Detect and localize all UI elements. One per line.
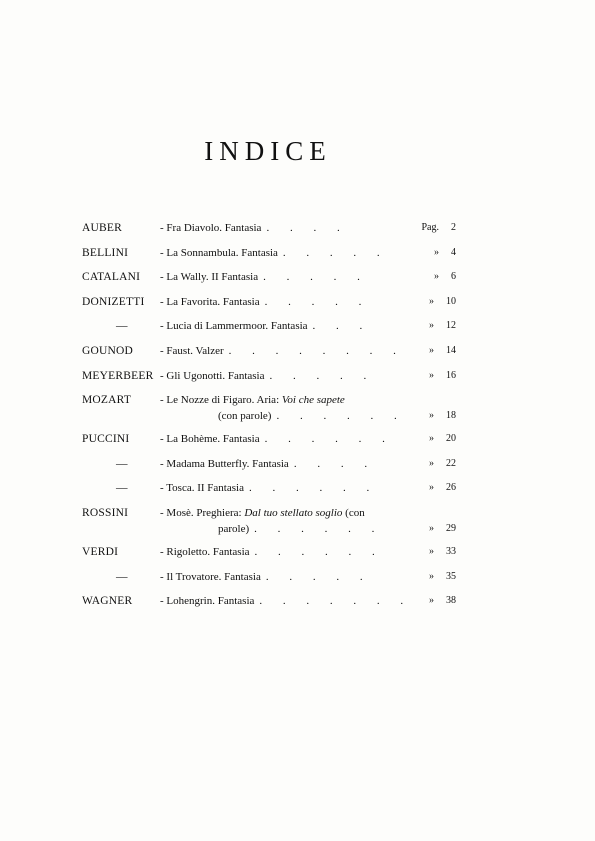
work-italic: Dal tuo stellato soglio xyxy=(244,506,343,519)
work-text: - Rigoletto. Fantasia xyxy=(160,545,250,558)
page-number xyxy=(406,320,456,331)
page-number xyxy=(406,271,456,282)
toc-entry xyxy=(82,290,462,315)
work-text: - Il Trovatore. Fantasia xyxy=(160,570,261,583)
page-prefix: » xyxy=(429,410,434,422)
page-number xyxy=(406,546,456,557)
page-value: 6 xyxy=(451,271,456,283)
page-number xyxy=(406,523,456,534)
page-number xyxy=(406,370,456,381)
leader-dots: . . . . . xyxy=(263,271,369,284)
page-value: 2 xyxy=(451,222,456,233)
work-title xyxy=(160,507,430,535)
leader-dots: . . . . . . xyxy=(248,482,379,495)
work-text: - Gli Ugonotti. Fantasia xyxy=(160,369,265,382)
page-number xyxy=(406,458,456,469)
page-prefix: » xyxy=(429,522,434,534)
leader-dots: . . . . . . xyxy=(254,522,384,535)
composer-ditto: — xyxy=(116,482,128,495)
work-title xyxy=(160,595,430,607)
toc-entry xyxy=(82,476,462,501)
toc-entry xyxy=(82,388,462,427)
page-value: 10 xyxy=(446,295,456,307)
work-title xyxy=(160,458,430,470)
toc-entry xyxy=(82,540,462,565)
composer-name: GOUNOD xyxy=(82,344,134,357)
page-number xyxy=(406,433,456,444)
work-after: (con xyxy=(345,506,365,519)
page-prefix: » xyxy=(429,320,434,332)
page-value: 4 xyxy=(451,246,456,258)
work-title xyxy=(160,296,430,308)
toc-entry xyxy=(82,452,462,477)
work-title xyxy=(160,320,430,332)
leader-dots: . . . . . xyxy=(264,295,371,308)
page-value: 12 xyxy=(446,320,456,332)
composer-name: AUBER xyxy=(82,222,122,234)
toc-entry xyxy=(82,339,462,364)
page-title: INDICE xyxy=(204,136,332,166)
page-value: 26 xyxy=(446,482,456,494)
work-title xyxy=(160,345,430,357)
work-line-2 xyxy=(160,523,430,535)
page-prefix: » xyxy=(429,457,434,469)
page-number xyxy=(406,247,456,258)
work-text: - Lohengrin. Fantasia xyxy=(160,595,255,608)
leader-dots: . . . . . xyxy=(282,246,389,259)
page-value: 35 xyxy=(446,570,456,582)
work-title xyxy=(160,271,430,283)
work-title xyxy=(160,546,430,558)
work-line-2-text: parole) xyxy=(218,522,250,535)
work-line-2 xyxy=(160,410,430,422)
page-value: 38 xyxy=(446,595,456,607)
page-value: 18 xyxy=(446,410,456,422)
work-text: - La Favorita. Fantasia xyxy=(160,295,260,308)
toc-entry xyxy=(82,589,462,614)
toc-entry xyxy=(82,501,462,540)
leader-dots: . . . . . . xyxy=(254,545,384,558)
page-value: 22 xyxy=(446,457,456,469)
work-text: - La Wally. II Fantasia xyxy=(160,271,259,284)
work-text: - Fra Diavolo. Fantasia xyxy=(160,222,262,234)
composer-name: DONIZETTI xyxy=(82,295,145,308)
composer-name: PUCCINI xyxy=(82,433,130,446)
page-value: 16 xyxy=(446,369,456,381)
leader-dots: . . . . . . . . xyxy=(228,344,405,357)
page-prefix: » xyxy=(429,344,434,356)
page-prefix: » xyxy=(434,246,439,258)
leader-dots: . . . . . . xyxy=(264,433,394,446)
page-number xyxy=(406,482,456,493)
leader-dots: . . . . . xyxy=(265,570,372,583)
work-title xyxy=(160,482,430,494)
work-text: - Faust. Valzer xyxy=(160,344,224,357)
page-number xyxy=(406,222,456,233)
work-text: - Le Nozze di Figaro. Aria: xyxy=(160,394,280,407)
page-prefix: » xyxy=(429,433,434,445)
work-text: - Madama Butterfly. Fantasia xyxy=(160,457,289,470)
leader-dots: . . . . xyxy=(266,222,349,234)
composer-name: MEYERBEER xyxy=(82,369,154,382)
composer-ditto: — xyxy=(116,320,128,333)
page-number xyxy=(406,595,456,606)
composer-name: BELLINI xyxy=(82,246,129,259)
composer-name: ROSSINI xyxy=(82,506,129,519)
leader-dots: . . . . . . . xyxy=(259,595,413,608)
toc-entry xyxy=(82,364,462,389)
work-title xyxy=(160,370,430,382)
work-text: - La Bohème. Fantasia xyxy=(160,433,260,446)
composer-name: WAGNER xyxy=(82,595,133,608)
work-title xyxy=(160,571,430,583)
page-prefix: » xyxy=(434,271,439,283)
page-prefix: » xyxy=(429,545,434,557)
composer-name: VERDI xyxy=(82,545,119,558)
composer-name: CATALANI xyxy=(82,271,141,284)
page-prefix: » xyxy=(429,570,434,582)
page-value: 14 xyxy=(446,344,456,356)
work-text: - La Sonnambula. Fantasia xyxy=(160,246,278,259)
toc-entry xyxy=(82,265,462,290)
composer-ditto: — xyxy=(116,457,128,470)
leader-dots: . . . . . xyxy=(269,369,376,382)
table-of-contents xyxy=(82,216,462,614)
page-number xyxy=(406,296,456,307)
toc-entry xyxy=(82,216,462,241)
toc-entry xyxy=(82,241,462,266)
composer-name: MOZART xyxy=(82,394,132,407)
page-value: 33 xyxy=(446,545,456,557)
page-prefix: Pag. xyxy=(421,222,439,233)
work-line-2-text: (con parole) xyxy=(218,410,272,423)
page-number xyxy=(406,571,456,582)
work-title xyxy=(160,247,430,259)
work-italic: Voi che sapete xyxy=(281,394,345,407)
page-number xyxy=(406,345,456,356)
work-text: - Tosca. II Fantasia xyxy=(160,482,244,495)
work-title xyxy=(160,394,430,422)
leader-dots: . . . . xyxy=(293,457,377,470)
work-text: - Lucia di Lammermoor. Fantasia xyxy=(160,320,308,333)
page-value: 29 xyxy=(446,522,456,534)
work-text: - Mosè. Preghiera: xyxy=(160,506,242,519)
leader-dots: . . . xyxy=(312,320,372,333)
toc-entry xyxy=(82,314,462,339)
work-title xyxy=(160,222,430,234)
page-number xyxy=(406,410,456,421)
page-prefix: » xyxy=(429,595,434,607)
composer-ditto: — xyxy=(116,570,128,583)
page-value: 20 xyxy=(446,433,456,445)
leader-dots: . . . . . . xyxy=(276,410,406,423)
work-title xyxy=(160,433,430,445)
toc-entry xyxy=(82,565,462,590)
page-prefix: » xyxy=(429,482,434,494)
page-prefix: » xyxy=(429,369,434,381)
toc-entry xyxy=(82,427,462,452)
page-prefix: » xyxy=(429,295,434,307)
